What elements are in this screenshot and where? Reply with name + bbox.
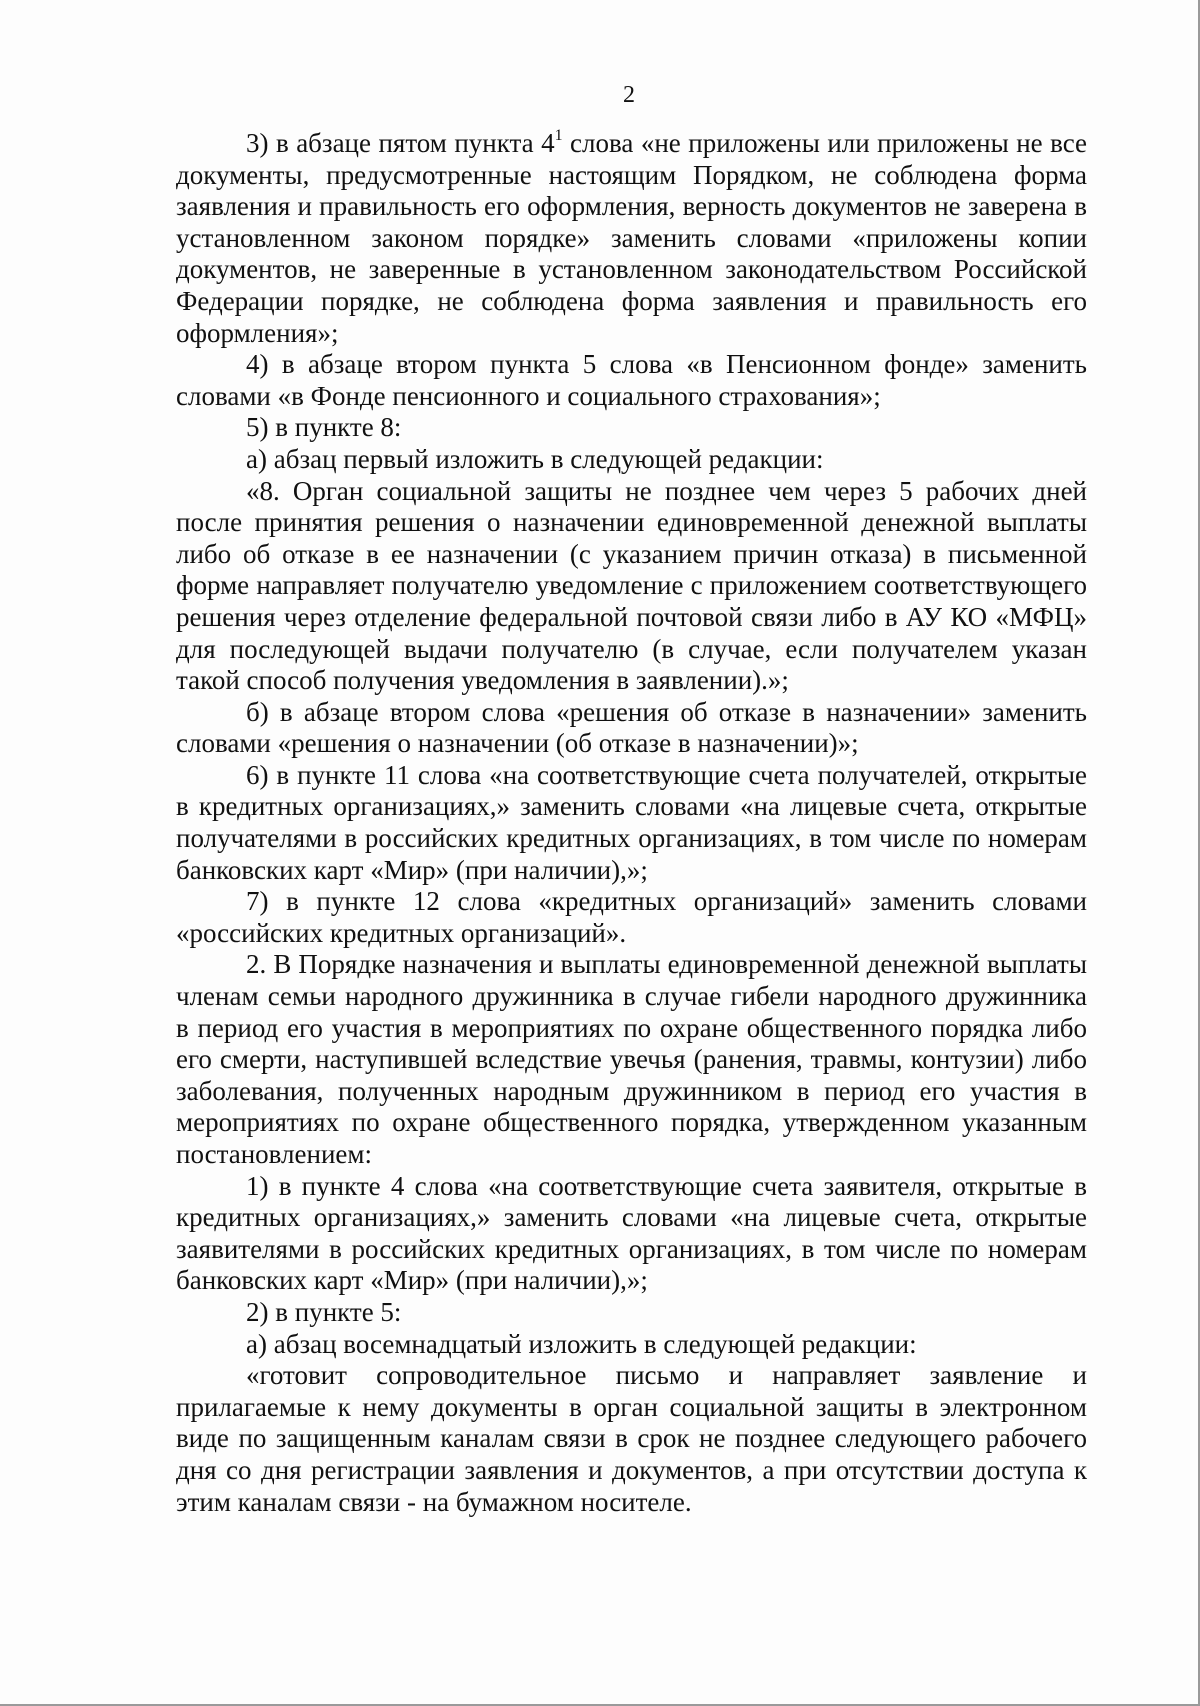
paragraph-text: слова «не приложены или приложены не все документы, предусмотренные настоящим Порядком, не соблюдена форма заявления и правильность его оформления, верность документов не заверена в установленном законом порядке» заменить словами «приложены копии документов, не заверенные в установленном законодательством Российской Федерации порядке, не соблюдена форма заявления и правильность его оформления»;: [176, 128, 1088, 348]
paragraph-amend-6: 6) в пункте 11 слова «на соответствующие счета получателей, открытые в кредитных организациях,» заменить словами «на лицевые счета, открытые получателями в российских кредитных организациях, в том числе по номерам банковских карт «Мир» (при наличии),»;: [176, 759, 1087, 885]
paragraph-amend-5a: а) абзац первый изложить в следующей редакции:: [246, 443, 824, 474]
paragraph-amend-5: 5) в пункте 8:: [246, 412, 402, 443]
paragraph-text: 3) в абзаце пятом пункта 4: [246, 128, 555, 158]
paragraph-amend-5b: б) в абзаце втором слова «решения об отказе в назначении» заменить словами «решения о назначении (об отказе в назначении)»;: [176, 696, 1087, 759]
paragraph-section-2-item-1: 1) в пункте 4 слова «на соответствующие счета заявителя, открытые в кредитных организациях,» заменить словами «на лицевые счета, открытые заявителями в российских кредитных организациях, в том числе по номерам банковских карт «Мир» (при наличии),»;: [176, 1170, 1087, 1296]
paragraph-amend-3: [176, 128, 1087, 349]
superscript: 1: [554, 127, 563, 144]
paragraph-quote-prepares: «готовит сопроводительное письмо и направляет заявление и прилагаемые к нему документы в орган социальной защиты в электронном виде по защищенным каналам связи в срок не позднее следующего рабочего дня со дня регистрации заявления и документов, а при отсутствии доступа к этим каналам связи - на бумажном носителе.: [176, 1360, 1087, 1517]
paragraph-section-2-item-2: 2) в пункте 5:: [246, 1296, 402, 1327]
paragraph-quote-8: «8. Орган социальной защиты не позднее чем через 5 рабочих дней после принятия решения о назначении единовременной денежной выплаты либо об отказе в ее назначении (с указанием причин отказа) в письменной форме направляет получателю уведомление с приложением соответствующего решения через отделение федеральной почтовой связи либо в АУ КО «МФЦ» для последующей выдачи получателю (в случае, если получателем указан такой способ получения уведомления в заявлении).»;: [176, 475, 1087, 696]
paragraph-amend-7: 7) в пункте 12 слова «кредитных организаций» заменить словами «российских кредитных организаций».: [176, 886, 1087, 948]
document-body: [176, 128, 1087, 1518]
paragraph-section-2-item-2a: а) абзац восемнадцатый изложить в следующей редакции:: [246, 1328, 917, 1359]
page-number: 2: [623, 82, 635, 108]
paragraph-section-2: 2. В Порядке назначения и выплаты единовременной денежной выплаты членам семьи народного дружинника в случае гибели народного дружинника в период его участия в мероприятиях по охране общественного порядка либо его смерти, наступившей вследствие увечья (ранения, травмы, контузии) либо заболевания, полученных народным дружинником в период его участия в мероприятиях по охране общественного порядка, утвержденном указанным постановлением:: [176, 949, 1087, 1169]
paragraph-amend-4: 4) в абзаце втором пункта 5 слова «в Пенсионном фонде» заменить словами «в Фонде пенсионного и социального страхования»;: [176, 349, 1087, 411]
